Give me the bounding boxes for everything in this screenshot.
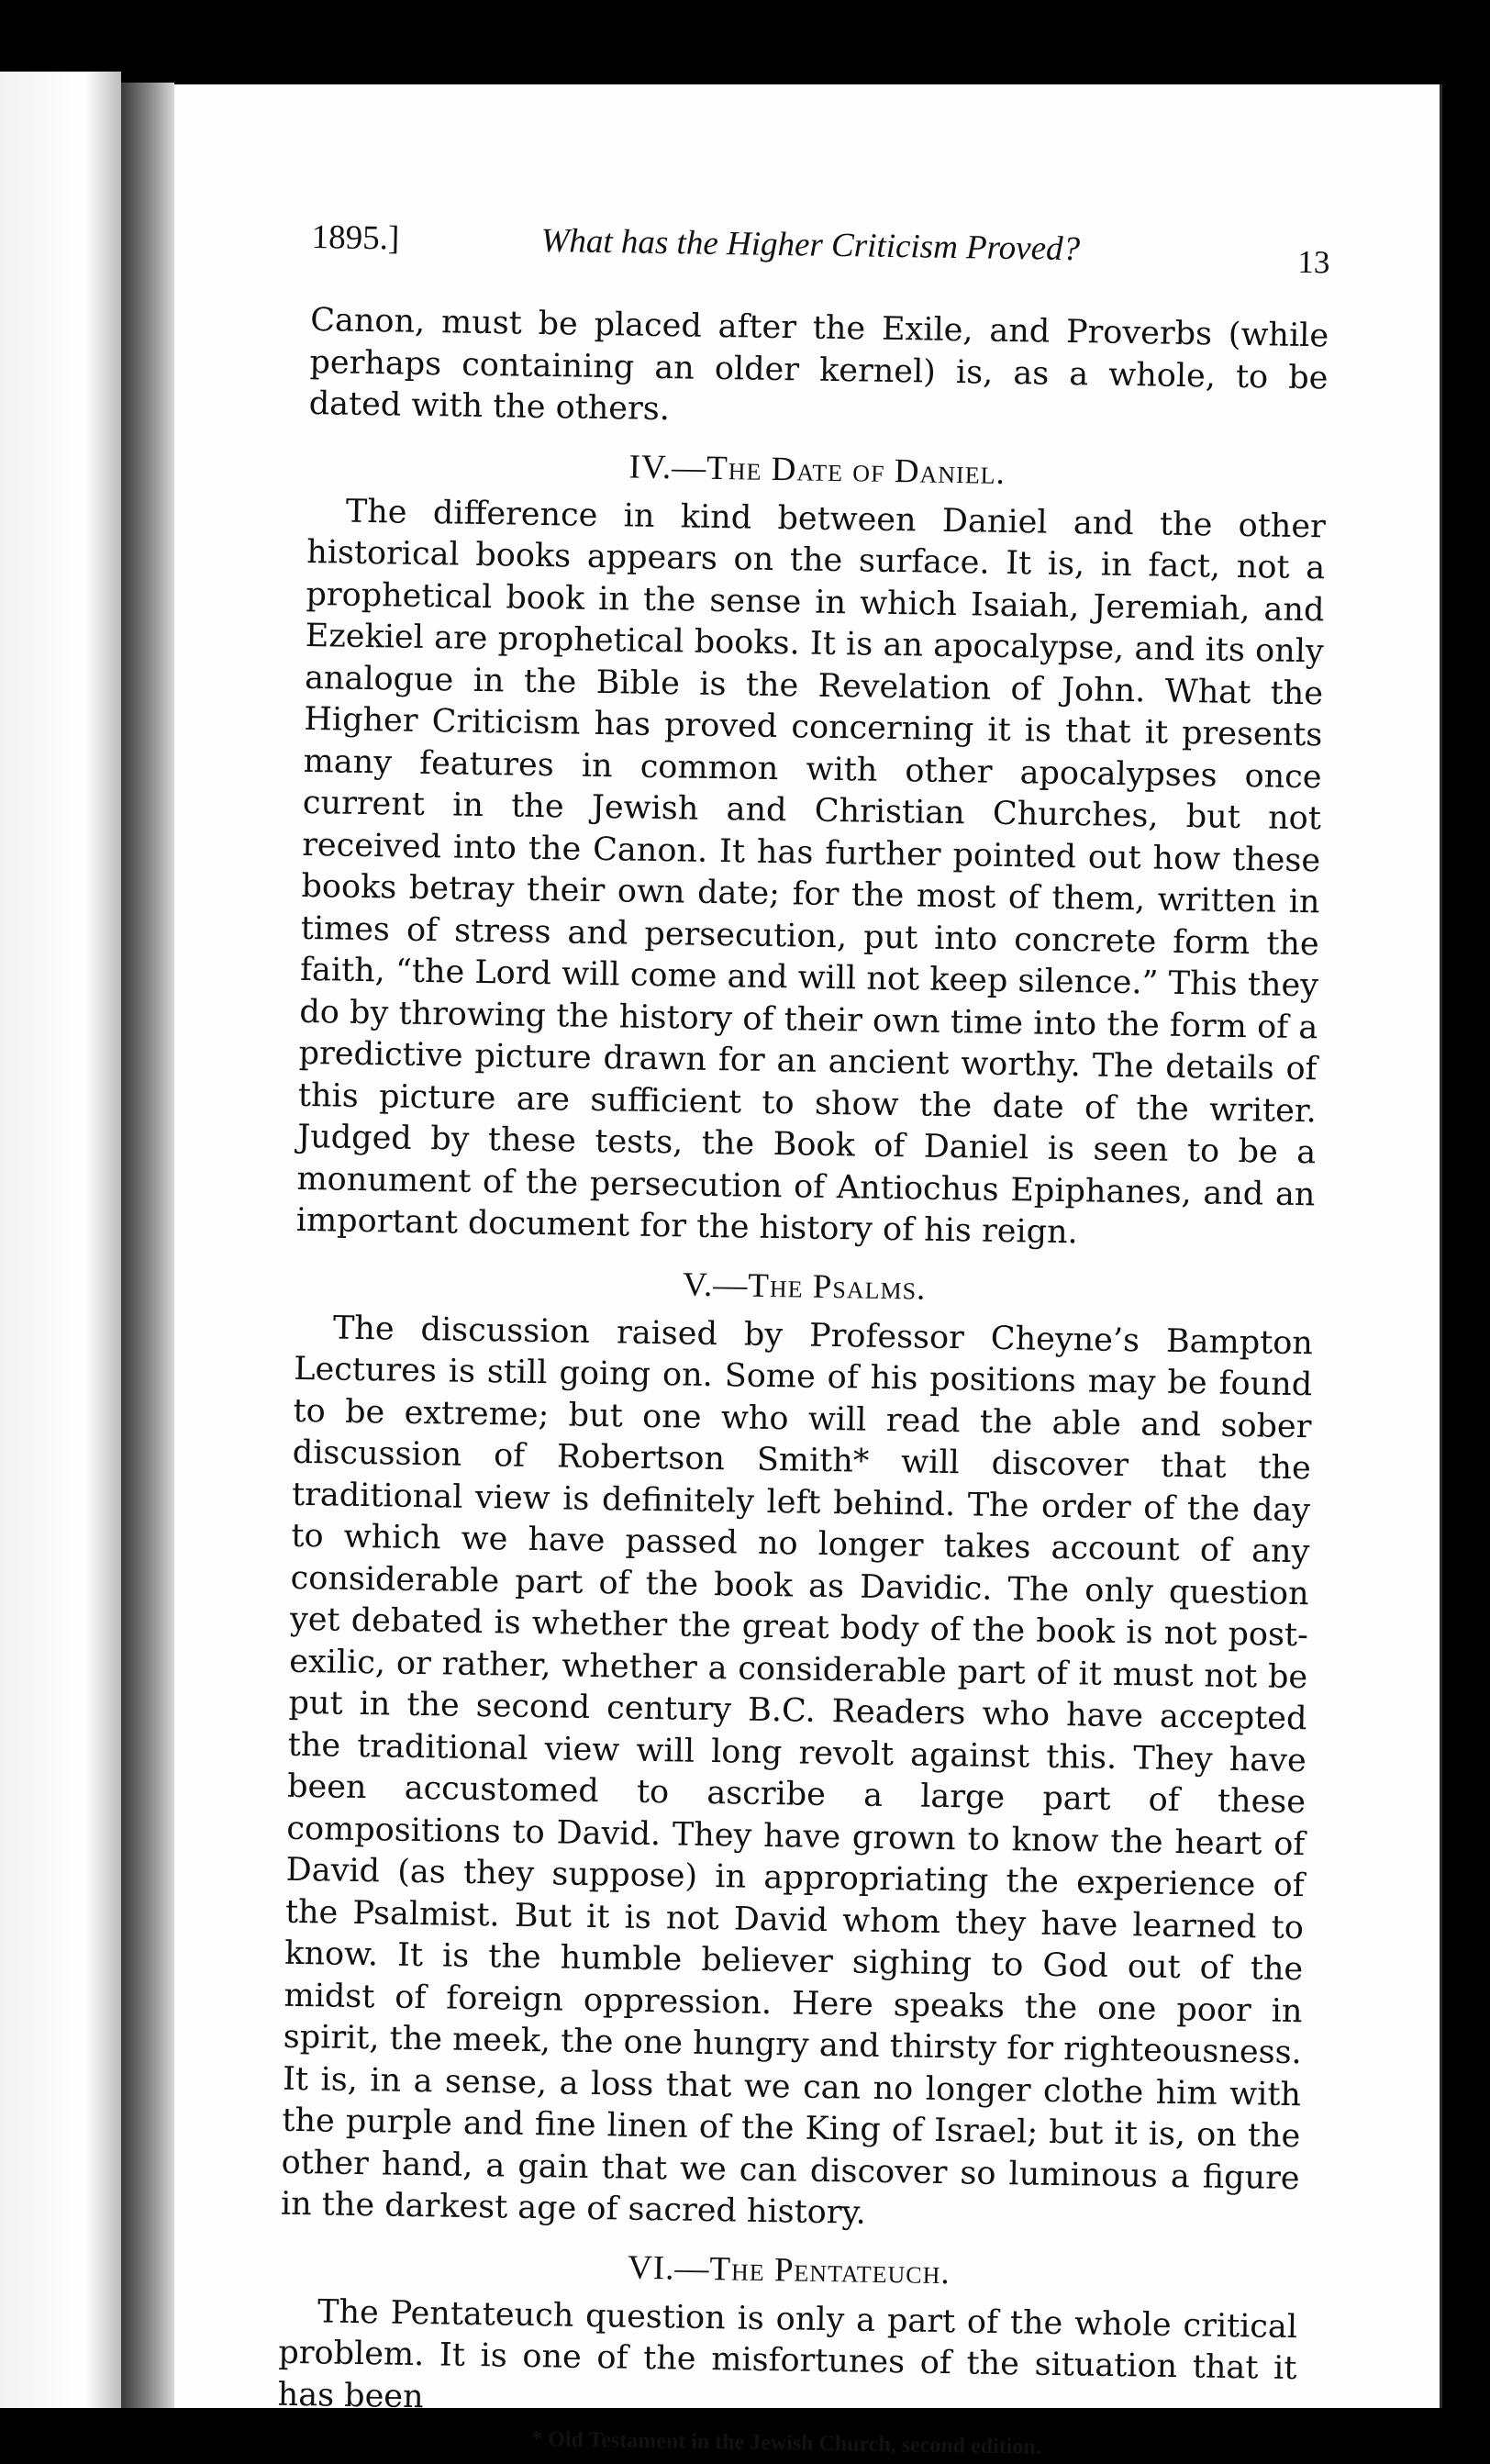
footnote: * Old Testament in the Jewish Church, second edition. xyxy=(530,2427,1041,2459)
book-gutter-shadow xyxy=(121,83,174,2408)
page-number: 13 xyxy=(1297,243,1330,281)
section-heading-psalms: V.—The Psalms. xyxy=(682,1265,927,1308)
section-heading-date-of-daniel: IV.—The Date of Daniel. xyxy=(628,447,1006,492)
section-heading-pentateuch: VI.—The Pentateuch. xyxy=(627,2248,951,2291)
continued-paragraph: Canon, must be placed after the Exile, and Proverbs (while perhaps containing an older kernel) is, as a whole, to be dated with the others. xyxy=(308,301,1329,429)
page-content xyxy=(277,217,1330,2464)
running-head-year: 1895.] xyxy=(311,217,400,258)
facing-page-edge xyxy=(0,72,121,2408)
running-head-title: What has the Higher Criticism Proved? xyxy=(540,221,1081,269)
book-page xyxy=(174,84,1442,2459)
section-body-pentateuch: The Pentateuch question is only a part of the whole critical problem. It is one of the misfortunes of the situation that it has been xyxy=(277,2292,1298,2415)
scan-mark xyxy=(473,0,487,20)
running-head xyxy=(311,217,1330,316)
section-body-psalms: The discussion raised by Professor Cheyne’s Bampton Lectures is still going on. Some of his positions may be found to be extreme; but one who will read the able and sober discussion of Robertson Smith* will discover that the traditional view is definitely left behind. The order of the day to which we have passed no longer takes account of any considerable part of the book as Davidic. The only question yet debated is whether the great body of the book is not post-exilic, or rather, whether a considerable part of it must not be put in the second century B.C. Readers who have accepted the traditional view will long revolt against this. They have been accustomed to ascribe a large part of these compositions to David. They have grown to know the heart of David (as they suppose) in appropriating the experience of the Psalmist. But it is not David whom they have learned to know. It is the humble believer sighing to God out of the midst of foreign oppression. Here speaks the one poor in spirit, the meek, the one hungry and thirsty for righteousness. It is, in a sense, a loss that we can no longer clothe him with the purple and fine linen of the King of Israel; but it is, on the other hand, a gain that we can discover so luminous a figure in the darkest age of sacred history. xyxy=(280,1310,1314,2232)
section-body-date-of-daniel: The difference in kind between Daniel and the other historical books appears on the surface. It is, in fact, not a prophetical book in the sense in which Isaiah, Jeremiah, and Ezekiel are prophetical books. It is an apocalypse, and its only analogue in the Bible is the Revelation of John. What the Higher Criticism has proved concerning it is that it presents many features in common with other apocalypses once current in the Jewish and Christian Churches, but not received into the Canon. It has further pointed out how these books betray their own date; for the most of them, written in times of stress and persecution, put into concrete form the faith, “the Lord will come and will not keep silence.” This they do by throwing the history of their own time into the form of a predictive picture drawn for an ancient worthy. The details of this picture are sufficient to show the date of the writer. Judged by these tests, the Book of Daniel is seen to be a monument of the persecution of Antiochus Epiphanes, and an important document for the history of his reign. xyxy=(295,493,1327,1252)
